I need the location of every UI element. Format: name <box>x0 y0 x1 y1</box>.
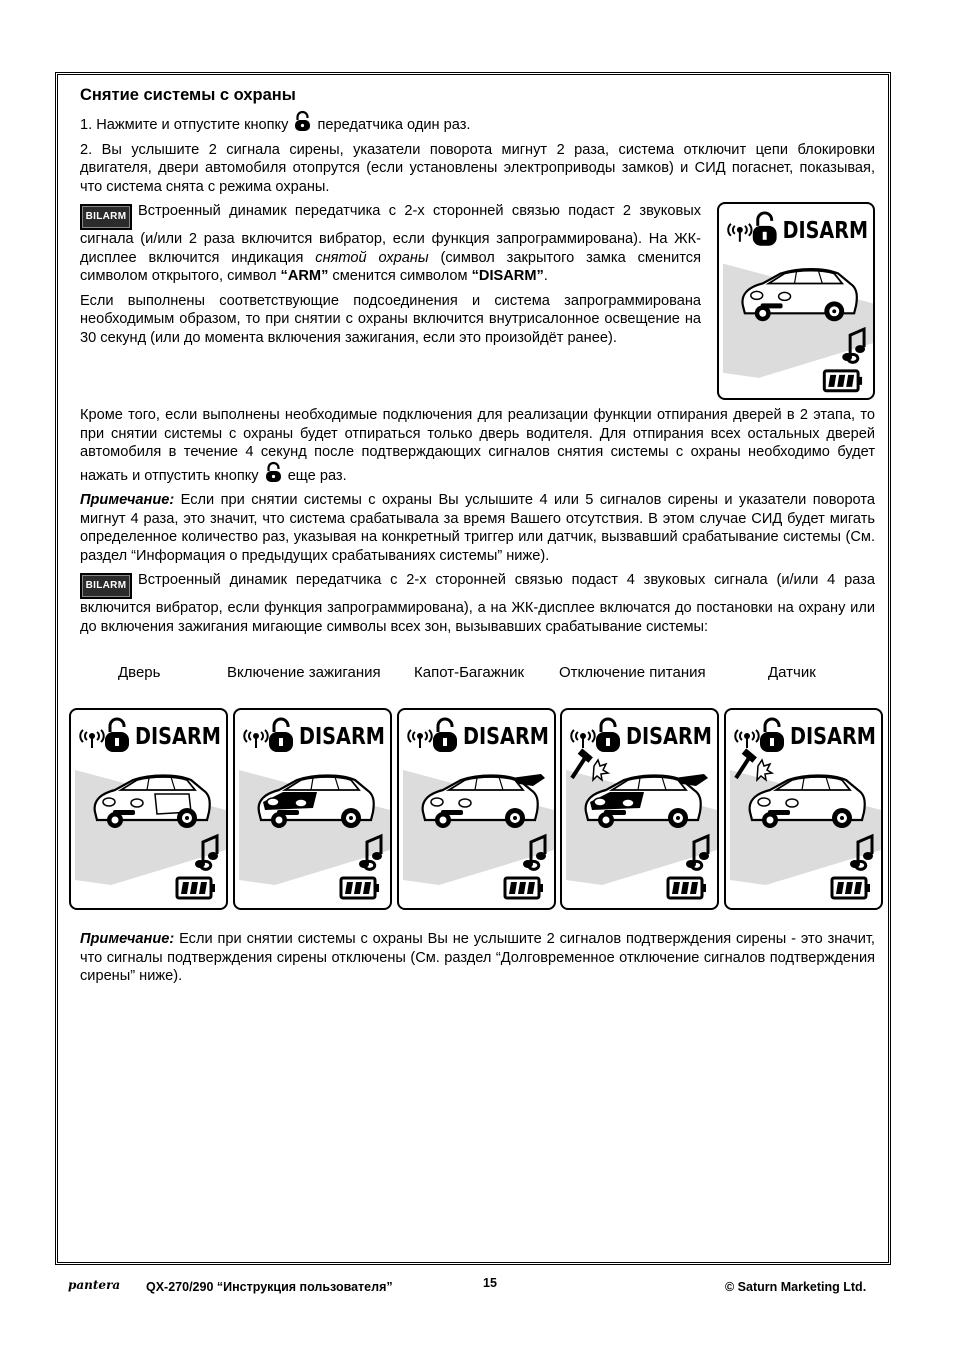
footer-copyright: © Saturn Marketing Ltd. <box>725 1280 867 1294</box>
signal-icon <box>244 730 267 748</box>
disarm-text: DISARM <box>299 724 385 750</box>
section-title: Снятие системы с охраны <box>80 86 296 104</box>
zone-label: Дверь <box>118 664 161 681</box>
page-number: 15 <box>483 1276 497 1290</box>
step-1: 1. Нажмите и отпустите кнопку передатчика один раз. <box>80 111 875 135</box>
battery-icon <box>824 371 862 391</box>
zone-displays <box>69 708 885 910</box>
disarm-text: DISARM <box>626 724 712 750</box>
zone-label: Капот-Багажник <box>414 664 525 681</box>
step-2: 2. Вы услышите 2 сигнала сирены, указатели поворота мигнут 2 раза, система отключит цепи блокировки двигателя, двери автомобиля отопрутся (если установлены электроприводы замков) и СИД погаснет, показывая, что система снята с режима охраны. <box>80 141 875 195</box>
battery-icon <box>668 878 706 898</box>
open-lock-icon <box>753 213 777 246</box>
lcd-display-disarm <box>717 202 875 400</box>
disarm-text: DISARM <box>135 724 221 750</box>
bilarm-logo-icon: BILARM <box>80 573 132 599</box>
signal-icon <box>80 730 103 748</box>
signal-icon <box>571 730 594 748</box>
bilarm-paragraph-2: BILARM Встроенный динамик передатчика с 2-х сторонней связью подаст 4 звуковых сигнала (и/или 4 раза включится вибратор, если функция запрограммирована), а на ЖК-дисплее включатся до постановки на охрану или до включения зажигания мигающие символы всех зон, вызывавших срабатывание системы: <box>80 572 875 635</box>
disarm-text: DISARM <box>463 724 549 750</box>
lcd-display-power-off <box>560 708 719 910</box>
open-lock-button-icon <box>265 462 282 483</box>
open-lock-icon <box>596 719 620 752</box>
note-1: Примечание: Если при снятии системы с охраны Вы услышите 4 или 5 сигналов сирены и указатели поворота мигнут 4 раза, это значит, что система срабатывала за время Вашего отсутствия. В этом случае СИД будет мигать определенное количество раз, указывая на конкретный триггер или датчик, вызвавший срабатывание системы (См. раздел “Информация о предыдущих срабатываниях системы” ниже). <box>80 492 875 564</box>
signal-icon <box>408 730 431 748</box>
open-lock-icon <box>269 719 293 752</box>
interior-light-paragraph: Если выполнены соответствующие подсоединения и система запрограммирована необходимым образом, то при снятии с охраны включится внутрисалонное освещение на 30 секунд (или до момента включения зажигания, если это произойдёт ранее). <box>80 292 701 346</box>
zone-label: Датчик <box>768 664 816 681</box>
bilarm-logo-icon: BILARM <box>80 204 132 230</box>
page-footer <box>0 1276 954 1300</box>
lcd-display-door <box>69 708 228 910</box>
document-body <box>80 85 875 642</box>
note-2-block <box>80 930 875 992</box>
signal-icon <box>735 730 758 748</box>
signal-icon <box>728 224 751 242</box>
zone-label: Отключение питания <box>559 664 706 681</box>
disarm-text: DISARM <box>790 724 876 750</box>
open-lock-button-icon <box>294 111 311 132</box>
lcd-display-ignition <box>233 708 392 910</box>
battery-icon <box>832 878 870 898</box>
bilarm-paragraph-1: BILARM Встроенный динамик передатчика с 2-х сторонней связью подаст 2 звуковых сигнала (и/или 2 раза включится вибратор, если функция запрограммирована). На ЖК-дисплее включится индикация снятой охраны (символ закрытого замка сменится символом открытого, символ “ARM” сменится символом “DISARM”. <box>80 203 701 284</box>
lcd-display-hood-trunk <box>397 708 556 910</box>
battery-icon <box>505 878 543 898</box>
battery-icon <box>177 878 215 898</box>
footer-model: QX-270/290 “Инструкция пользователя” <box>146 1280 393 1294</box>
battery-icon <box>341 878 379 898</box>
door-unlock-paragraph: Кроме того, если выполнены необходимые подключения для реализации функции отпирания дверей в 2 этапа, то при снятии системы с охраны будет отпираться только дверь водителя. Для отпирания всех остальных дверей автомобиля в течение 4 секунд после подтверждающих сигналов снятия системы с охраны необходимо будет нажать и отпустить кнопку еще раз. <box>80 407 875 484</box>
zone-label: Включение зажигания <box>227 664 381 681</box>
note-2: Примечание: Если при снятии системы с охраны Вы не услышите 2 сигналов подтверждения сирены - это значит, что сигналы подтверждения сирены отключены (См. раздел “Долговременное отключение сигналов подтверждения сирены” ниже). <box>80 931 875 984</box>
disarm-text: DISARM <box>782 217 869 244</box>
lcd-display-sensor <box>724 708 883 910</box>
open-lock-icon <box>760 719 784 752</box>
open-lock-icon <box>433 719 457 752</box>
zone-labels <box>0 664 954 686</box>
open-lock-icon <box>105 719 129 752</box>
pantera-logo: pantera <box>68 1278 121 1292</box>
